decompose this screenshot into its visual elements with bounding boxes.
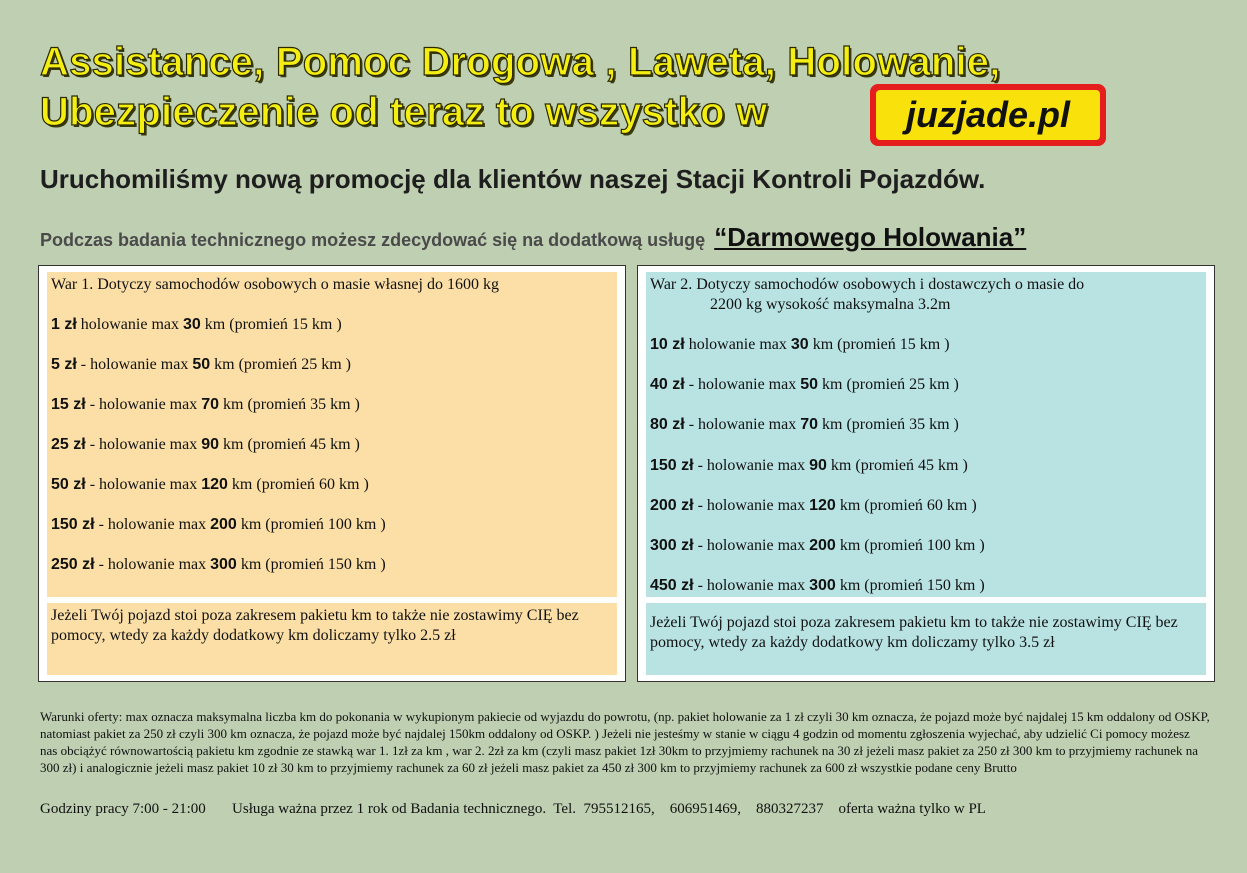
km: 50 [800,376,819,393]
price-row [650,576,1202,596]
km: 300 [210,556,237,573]
km: 200 [809,537,836,554]
row-text: - holowanie max [684,416,801,433]
row-text: - holowanie max [76,356,193,373]
variant-1-title: War 1. Dotyczy samochodów osobowych o masie własnej do 1600 kg [51,276,499,293]
price-row [650,415,1202,435]
price-row [650,456,1202,476]
price: 15 zł [51,396,86,413]
price: 150 zł [650,457,694,474]
intro-line [40,222,1026,253]
price-row [650,496,1202,516]
row-text: km (promień 60 km ) [835,497,977,514]
footer-info: Godziny pracy 7:00 - 21:00 Usługa ważna przez 1 rok od Badania technicznego. Tel. 795512165, 606951469, 880327237 oferta ważna tylko w PL [40,801,986,817]
row-text: - holowanie max [693,457,810,474]
row-text: km (promień 35 km ) [219,396,360,413]
price-row [650,536,1202,556]
km: 300 [809,577,836,594]
price: 10 zł [650,336,685,353]
km: 200 [210,516,237,533]
row-text: km (promień 45 km ) [219,436,360,453]
row-text: holowanie max [76,316,183,333]
row-text: - holowanie max [94,556,211,573]
row-text: km (promień 45 km ) [826,457,968,474]
price-row [51,475,613,495]
headline-line-1: Assistance, Pomoc Drogowa , Laweta, Holowanie, [40,40,1001,84]
intro-text: Podczas badania technicznego możesz zdecydować się na dodatkową usługę [40,230,706,250]
km: 90 [809,457,827,474]
variant-2-note: Jeżeli Twój pojazd stoi poza zakresem pakietu km to także nie zostawimy CIĘ bez pomocy, wtedy za każdy dodatkowy km doliczamy tylko 3.5 zł [650,614,1178,651]
price-row [51,515,613,535]
offer-terms: Warunki oferty: max oznacza maksymalna liczba km do pokonania w wykupionym pakiecie od wyjazdu do powrotu, (np. pakiet holowanie za 1 zł czyli 30 km oznacza, że pojazd może być najdalej 15 km oddalony od OSKP, natomiast pakiet za 250 zł czyli 300 km oznacza, że pojazd może być najdalej 150km oddalony od OSKP. ) Jeżeli nie jesteśmy w stanie w ciągu 4 godzin od momentu zgłoszenia wyjechać, aby udzielić Ci pomocy możesz nas obciążyć równowartością pakietu km zgodnie ze stawką war 1. 1zł za km , war 2. 2zł za km (czyli masz pakiet 1zł 30km to przyjmiemy rachunek na 30 zł jeżeli masz pakiet za 250 zł 300 km to przyjmiemy rachunek na 300 zł) i analogicznie jeżeli masz pakiet 10 zł 30 km to przyjmiemy rachunek za 60 zł jeżeli masz pakiet za 450 zł 300 km to przyjmiemy rachunek za 600 zł wszystkie podane ceny Brutto [40,709,1210,775]
km: 30 [183,316,201,333]
price-row [650,375,1202,395]
row-text: km (promień 25 km ) [818,376,959,393]
row-text: - holowanie max [94,516,211,533]
km: 120 [201,476,228,493]
km: 120 [809,497,836,514]
price: 300 zł [650,537,694,554]
headline-line-2: Ubezpieczenie od teraz to wszystko w [40,90,768,134]
variant-2-panel [637,265,1215,682]
row-text: km (promień 25 km ) [210,356,351,373]
row-text: km (promień 35 km ) [818,416,959,433]
price-row [51,435,613,455]
km: 70 [800,416,819,433]
price-row [51,355,613,375]
price: 150 zł [51,516,95,533]
row-text: - holowanie max [684,376,801,393]
km: 70 [201,396,220,413]
row-text: km (promień 100 km ) [835,537,985,554]
price-row [51,395,613,415]
price-row [51,555,613,575]
row-text: - holowanie max [693,537,810,554]
row-text: km (promień 150 km ) [835,577,985,594]
km: 30 [790,336,809,353]
logo-text: juzjade.pl [876,90,1100,140]
variant-1-panel [38,265,626,682]
row-text: km (promień 60 km ) [227,476,369,493]
price: 200 zł [650,497,694,514]
price-row [650,335,1202,355]
price: 40 zł [650,376,685,393]
price: 1 zł [51,316,77,333]
subheading: Uruchomiliśmy nową promocję dla klientów naszej Stacji Kontroli Pojazdów. [40,164,986,194]
intro-highlight: “Darmowego Holowania” [714,222,1027,252]
row-text: km (promień 15 km ) [200,316,342,333]
row-text: - holowanie max [693,577,810,594]
price: 450 zł [650,577,694,594]
row-text: km (promień 15 km ) [808,336,950,353]
row-text: km (promień 150 km ) [236,556,386,573]
variant-2-title-line-1: War 2. Dotyczy samochodów osobowych i dostawczych o masie do [650,276,1085,293]
juzjade-logo [870,84,1106,146]
km: 50 [192,356,211,373]
row-text: - holowanie max [693,497,810,514]
row-text: - holowanie max [85,396,202,413]
price: 250 zł [51,556,95,573]
price-row [51,315,613,335]
row-text: - holowanie max [85,476,202,493]
km: 90 [201,436,220,453]
variant-2-title-line-2: 2200 kg wysokość maksymalna 3.2m [710,296,951,313]
row-text: km (promień 100 km ) [236,516,386,533]
price: 50 zł [51,476,86,493]
price: 80 zł [650,416,685,433]
row-text: holowanie max [684,336,791,353]
variant-1-note: Jeżeli Twój pojazd stoi poza zakresem pakietu km to także nie zostawimy CIĘ bez pomocy, wtedy za każdy dodatkowy km doliczamy tylko 2.5 zł [51,607,579,644]
price: 5 zł [51,356,77,373]
row-text: - holowanie max [85,436,202,453]
price: 25 zł [51,436,86,453]
